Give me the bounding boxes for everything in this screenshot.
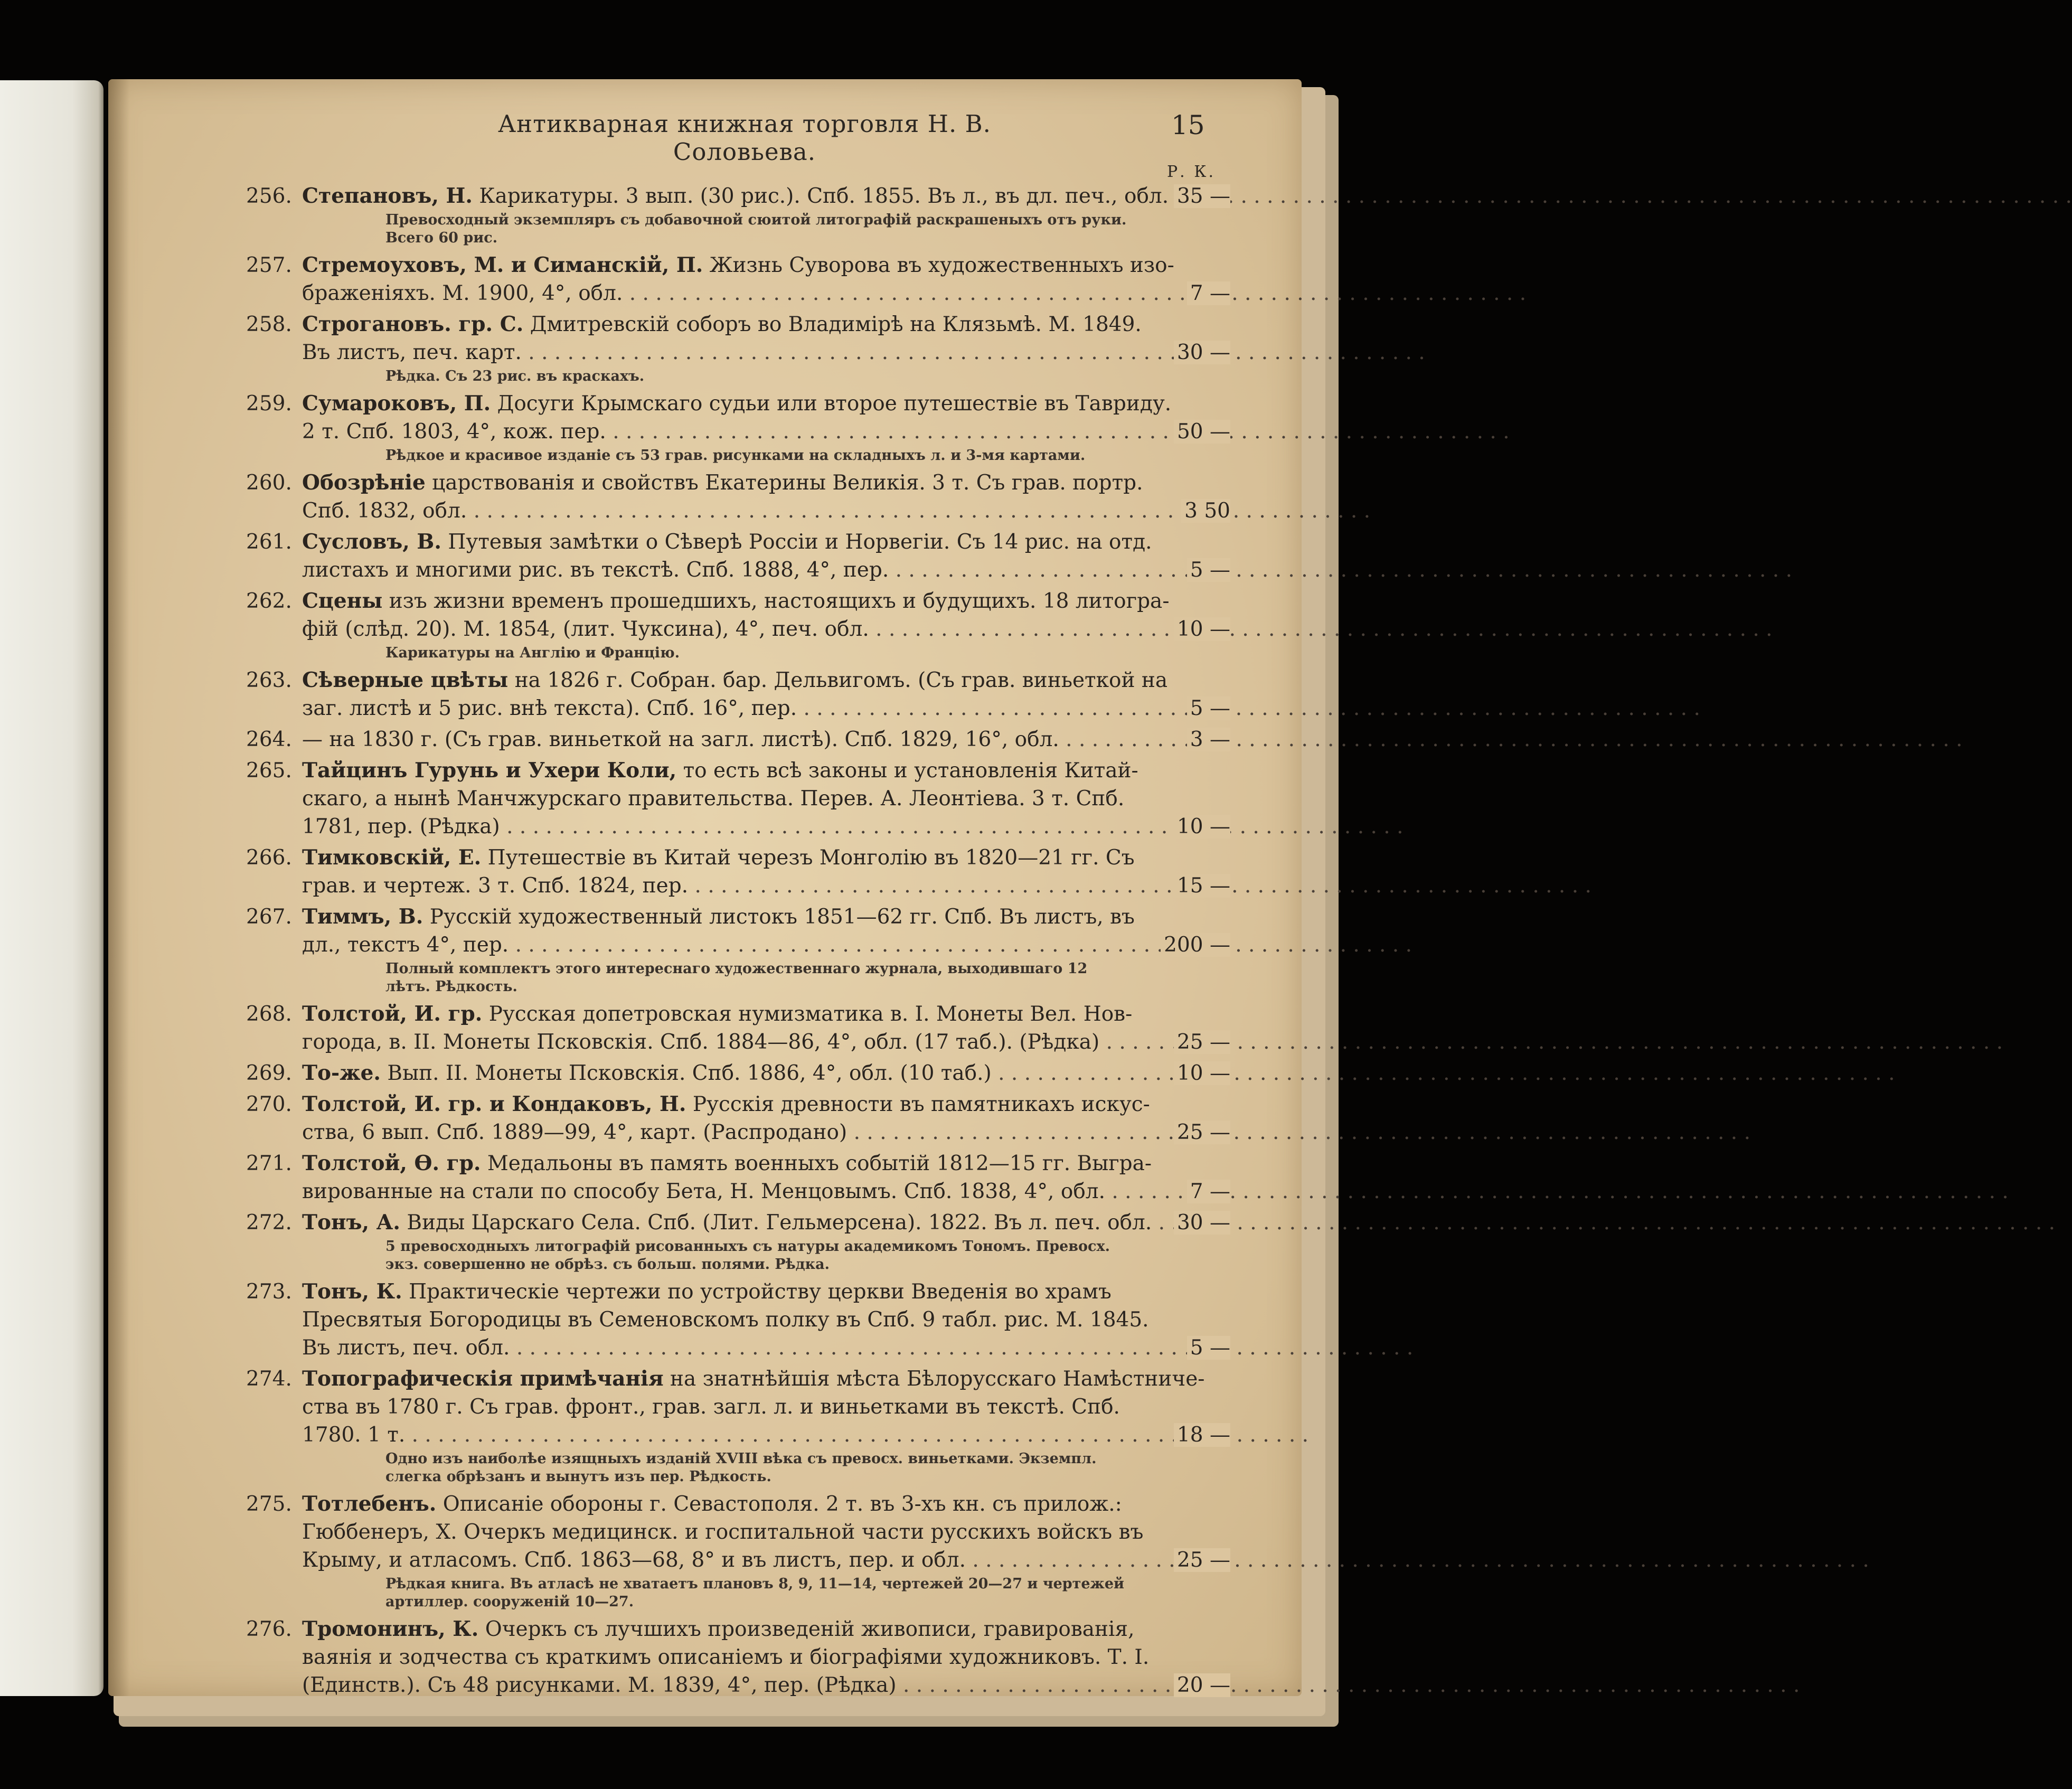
entry-line (0, 310, 1407, 338)
entry-description: вированные на стали по способу Бета, Н. Менцовымъ. Спб. 1838, 4°, обл. (302, 1180, 1105, 1203)
entry-price (1141, 872, 1230, 900)
entry-description: грав. и чертеж. 3 т. Спб. 1824, пер. (302, 874, 689, 898)
entry-number: 272. (246, 1211, 292, 1235)
entry-line (0, 528, 1407, 556)
entry-description: Виды Царскаго Села. Спб. (Лит. Гельмерсена). 1822. Въ л. печ. обл. (407, 1211, 1152, 1235)
entry-author: Сѣверные цвѣты (302, 668, 508, 692)
entry-description: Путешествіе въ Китай черезъ Монголію въ 1820—21 гг. Съ (487, 846, 1135, 870)
entry-description: царствованія и свойствъ Екатерины Великія. 3 т. Съ грав. портр. (432, 471, 1143, 495)
entry-line (0, 418, 1407, 446)
entry-author: Тонъ, А. (302, 1210, 400, 1235)
entry-line (0, 785, 1407, 813)
entry-line (0, 1150, 1407, 1178)
entry-price (1141, 694, 1230, 722)
entry-price-value: 7 — (1187, 281, 1230, 305)
entry-author: Тимковскій, Е. (302, 845, 482, 870)
entry-text (302, 497, 1136, 525)
entry-text (302, 469, 1143, 497)
entry-line (0, 931, 1407, 959)
entry-note: Одно изъ наиболѣе изящныхъ изданій XVIII вѣка съ превосх. виньетками. Экземпл. слегка обрѣзанъ и вынутъ изъ пер. Рѣдкость. (385, 1451, 1097, 1485)
entry-line (0, 1518, 1407, 1546)
running-head: Антикварная книжная торговля Н. В. Соловьева. (498, 110, 991, 166)
entry-line (0, 1118, 1407, 1146)
entry-price-value: 15 — (1174, 874, 1230, 898)
entry-price (1141, 813, 1230, 841)
entry-price (1141, 1178, 1230, 1206)
entry-line (0, 1643, 1407, 1671)
entry-line (0, 1334, 1407, 1362)
entry-price (1141, 556, 1230, 584)
entry-text (302, 615, 1136, 643)
entry-text (302, 279, 1136, 307)
entry-author: Толстой, И. гр. (302, 1002, 483, 1026)
entry-line (0, 338, 1407, 366)
entry-author: Сусловъ, В. (302, 530, 441, 554)
entry-description: Жизнь Суворова въ художественныхъ изо- (709, 253, 1174, 277)
entry-price-value: 25 — (1174, 1548, 1230, 1572)
entry-description: (Единств.). Съ 48 рисунками. М. 1839, 4°, пер. (Рѣдка) (302, 1673, 897, 1697)
entry-text (302, 418, 1136, 446)
entry-description: Спб. 1832, обл. (302, 499, 467, 523)
entry-text (302, 1278, 1136, 1306)
entry-price-value: 25 — (1174, 1030, 1230, 1054)
catalog-entry (0, 1278, 1407, 1362)
entry-note: Полный комплектъ этого интереснаго художественнаго журнала, выходившаго 12 лѣтъ. Рѣдкость. (385, 961, 1088, 995)
entry-number: 271. (246, 1152, 292, 1175)
catalog-entry (0, 1150, 1407, 1206)
entry-price-value: 5 — (1187, 1336, 1230, 1360)
entry-description: 1781, пер. (Рѣдка) (302, 815, 500, 839)
entry-description: на знатнѣйшія мѣста Бѣлорусскаго Намѣстниче- (670, 1367, 1205, 1391)
entry-text (302, 757, 1136, 785)
entry-number: 259. (246, 392, 292, 416)
catalog-entry (0, 587, 1407, 662)
entry-author: Тотлебенъ. (302, 1492, 437, 1516)
catalog-entry (0, 844, 1407, 900)
entry-line (0, 1178, 1407, 1206)
entry-author: Степановъ, Н. (302, 184, 473, 208)
entry-author: Толстой, Ѳ. гр. (302, 1151, 481, 1175)
entry-text (302, 726, 1136, 754)
entry-price-value: 5 — (1187, 696, 1230, 720)
entry-price (1141, 1209, 1230, 1237)
entry-text (302, 1490, 1136, 1518)
entry-number: 270. (246, 1093, 292, 1116)
entry-number: 262. (246, 589, 292, 613)
entry-description: ства въ 1780 г. Съ грав. фронт., грав. загл. л. и виньетками въ текстѣ. Спб. (302, 1395, 1120, 1419)
entry-author: Сцены (302, 589, 383, 613)
entry-price (1141, 1421, 1230, 1449)
entry-description: Русскій художественный листокъ 1851—62 гг. Спб. Въ листъ, въ (429, 905, 1135, 929)
entry-price-value: 35 — (1174, 184, 1230, 208)
entry-note: Карикатуры на Англію и Францію. (385, 645, 680, 661)
entry-text (302, 1028, 1136, 1056)
entry-description: Русская допетровская нумизматика в. I. Монеты Вел. Нов- (488, 1002, 1133, 1026)
catalog-entry (0, 903, 1407, 996)
catalog-entries (0, 182, 1407, 1702)
entry-author: Толстой, И. гр. и Кондаковъ, Н. (302, 1092, 686, 1116)
entry-line (0, 1059, 1407, 1087)
entry-description: 2 т. Спб. 1803, 4°, кож. пер. (302, 420, 606, 444)
entry-text (302, 872, 1136, 900)
entry-line (0, 903, 1407, 931)
catalog-entry (0, 251, 1407, 307)
entry-description: Описаніе обороны г. Севастополя. 2 т. въ 3-хъ кн. съ прилож.: (442, 1492, 1122, 1516)
entry-description: Практическіе чертежи по устройству церкви Введенія во храмъ (409, 1280, 1112, 1304)
entry-description: дл., текстъ 4°, пер. (302, 933, 509, 957)
entry-line (0, 1615, 1407, 1643)
entry-price-value: 200 — (1161, 933, 1230, 957)
entry-line (0, 1000, 1407, 1028)
entry-note: Рѣдкое и красивое изданіе съ 53 грав. рисунками на складныхъ л. и 3-мя картами. (385, 447, 1086, 464)
entry-description: города, в. II. Монеты Псковскія. Спб. 1884—86, 4°, обл. (17 таб.). (Рѣдка) (302, 1030, 1100, 1054)
entry-text (302, 1059, 1136, 1087)
entry-description: ваянія и зодчества съ краткимъ описаніемъ и біографіями художниковъ. Т. I. (302, 1645, 1150, 1669)
entry-price-value: 18 — (1174, 1423, 1230, 1447)
entry-line (0, 1028, 1407, 1056)
catalog-entry (0, 1090, 1407, 1146)
entry-description: — на 1830 г. (Съ грав. виньеткой на загл. листѣ). Спб. 1829, 16°, обл. (302, 728, 1059, 751)
page-number: 15 (1171, 110, 1205, 140)
entry-price-value: 30 — (1174, 341, 1230, 364)
entry-description: фій (слѣд. 20). М. 1854, (лит. Чуксина), 4°, печ. обл. (302, 617, 869, 641)
entry-line (0, 1209, 1407, 1237)
entry-line (0, 497, 1407, 525)
entry-line (0, 587, 1407, 615)
entry-author: Тромонинъ, К. (302, 1617, 479, 1641)
entry-line (0, 182, 1407, 210)
entry-author: Тонъ, К. (302, 1279, 402, 1304)
entry-description: изъ жизни временъ прошедшихъ, настоящихъ и будущихъ. 18 литогра- (389, 589, 1170, 613)
catalog-entry (0, 1059, 1407, 1087)
entry-line (0, 1671, 1407, 1699)
catalog-entry (0, 1365, 1407, 1486)
catalog-entry (0, 310, 1407, 385)
entry-line (0, 844, 1407, 872)
entry-price-value: 10 — (1174, 617, 1230, 641)
entry-description: заг. листѣ и 5 рис. внѣ текста). Спб. 16°, пер. (302, 696, 797, 720)
entry-description: браженіяхъ. М. 1900, 4°, обл. (302, 281, 623, 305)
entry-line (0, 726, 1407, 754)
entry-line (0, 1490, 1407, 1518)
entry-text (302, 1615, 1136, 1643)
catalog-entry (0, 469, 1407, 525)
entry-line (0, 1393, 1407, 1421)
entry-description: то есть всѣ законы и установленія Китай- (683, 759, 1138, 783)
entry-text (302, 844, 1136, 872)
entry-line (0, 666, 1407, 694)
entry-description: Въ листъ, печ. карт. (302, 341, 522, 364)
entry-price-value: 25 — (1174, 1121, 1230, 1144)
entry-text (302, 666, 1168, 694)
entry-author: То-же. (302, 1061, 381, 1085)
entry-price (1141, 931, 1230, 959)
entry-number: 263. (246, 668, 292, 692)
entry-price-value: 50 — (1174, 420, 1230, 444)
entry-note: Рѣдка. Съ 23 рис. въ краскахъ. (385, 368, 645, 384)
entry-price-value: 30 — (1174, 1211, 1230, 1235)
entry-text (302, 1306, 1149, 1334)
entry-text (302, 694, 1136, 722)
entry-line (0, 1306, 1407, 1334)
catalog-entry (0, 666, 1407, 722)
entry-price (1141, 418, 1230, 446)
entry-author: Строгановъ. гр. С. (302, 312, 524, 336)
entry-text (302, 1118, 1136, 1146)
entry-price (1141, 1059, 1230, 1087)
entry-number: 276. (246, 1617, 292, 1641)
entry-line (0, 251, 1407, 279)
entry-author: Тиммъ, В. (302, 905, 423, 929)
entry-text (302, 528, 1152, 556)
entry-description: Въ листъ, печ. обл. (302, 1336, 510, 1360)
entry-text (302, 1421, 1136, 1449)
entry-description: листахъ и многими рис. въ текстѣ. Спб. 1888, 4°, пер. (302, 558, 889, 582)
entry-price (1141, 1118, 1230, 1146)
entry-text (302, 1393, 1136, 1421)
entry-author: Сумароковъ, П. (302, 391, 491, 416)
entry-text (302, 1671, 1136, 1699)
entry-line (0, 872, 1407, 900)
entry-text (302, 310, 1142, 338)
entry-price (1141, 1334, 1230, 1362)
entry-line (0, 1365, 1407, 1393)
entry-price-value: 7 — (1187, 1180, 1230, 1203)
entry-description: Дмитревскій соборъ во Владимірѣ на Клязьмѣ. М. 1849. (530, 313, 1142, 336)
catalog-entry (0, 726, 1407, 754)
entry-price-value: 3 — (1187, 728, 1230, 751)
entry-description: скаго, а нынѣ Манчжурскаго правительства. Перев. А. Леонтіева. 3 т. Спб. (302, 787, 1125, 811)
entry-price (1141, 1671, 1230, 1699)
entry-text (302, 1209, 1152, 1237)
entry-number: 265. (246, 759, 292, 783)
entry-text (302, 1643, 1150, 1671)
entry-description: Крыму, и атласомъ. Спб. 1863—68, 8° и въ листъ, пер. и обл. (302, 1548, 966, 1572)
entry-price-value: 10 — (1174, 815, 1230, 839)
entry-text (302, 1000, 1136, 1028)
entry-description: Путевыя замѣтки о Сѣверѣ Россіи и Норвегіи. Съ 14 рис. на отд. (448, 530, 1152, 554)
entry-line (0, 757, 1407, 785)
entry-line (0, 694, 1407, 722)
entry-line (0, 813, 1407, 841)
price-column-header: Р. К. (1167, 163, 1216, 181)
entry-author: Топографическія примѣчанія (302, 1367, 664, 1391)
entry-text (302, 556, 1136, 584)
entry-line (0, 615, 1407, 643)
entry-line (0, 279, 1407, 307)
entry-number: 269. (246, 1061, 292, 1085)
entry-description: 1780. 1 т. (302, 1423, 406, 1447)
catalog-entry (0, 757, 1407, 841)
entry-line (0, 390, 1407, 418)
entry-number: 275. (246, 1492, 292, 1516)
entry-author: Стремоуховъ, М. и Симанскій, П. (302, 253, 703, 277)
entry-description: Пресвятыя Богородицы въ Семеновскомъ полку въ Спб. 9 табл. рис. М. 1845. (302, 1308, 1149, 1332)
entry-line (0, 556, 1407, 584)
catalog-entry (0, 528, 1407, 584)
entry-price-value: 3 50 (1181, 499, 1230, 523)
entry-price (1141, 726, 1230, 754)
entry-text (302, 1090, 1150, 1118)
entry-description: Карикатуры. 3 вып. (30 рис.). Спб. 1855. Въ л., въ дл. печ., обл. (479, 184, 1169, 208)
entry-number: 268. (246, 1002, 292, 1026)
entry-price (1141, 615, 1230, 643)
entry-description: Медальоны въ память военныхъ событій 1812—15 гг. Выгра- (487, 1152, 1152, 1175)
entry-number: 267. (246, 905, 292, 929)
entry-price-value: 20 — (1174, 1673, 1230, 1697)
entry-price-value: 10 — (1174, 1061, 1230, 1085)
entry-text (302, 931, 1136, 959)
entry-line (0, 1090, 1407, 1118)
entry-line (0, 469, 1407, 497)
entry-note: Превосходный экземпляръ съ добавочной сюитой литографій раскрашеныхъ отъ руки. Всего 60 рис. (385, 212, 1127, 246)
entry-note: 5 превосходныхъ литографій рисованныхъ съ натуры академикомъ Тономъ. Превосх. экз. совершенно не обрѣз. съ больш. полями. Рѣдка. (385, 1238, 1110, 1273)
entry-price (1141, 1546, 1230, 1574)
entry-price (1141, 338, 1230, 366)
entry-text (302, 390, 1172, 418)
entry-note: Рѣдкая книга. Въ атласѣ не хватаетъ плановъ 8, 9, 11—14, чертежей 20—27 и чертежей артиллер. сооруженій 10—27. (385, 1576, 1125, 1610)
entry-number: 273. (246, 1280, 292, 1304)
entry-text (302, 1518, 1144, 1546)
entry-number: 260. (246, 471, 292, 495)
entry-line (0, 1421, 1407, 1449)
entry-number: 274. (246, 1367, 292, 1391)
entry-text (302, 1150, 1152, 1178)
entry-description: Вып. II. Монеты Псковскія. Спб. 1886, 4°, обл. (10 таб.) (387, 1061, 992, 1085)
entry-price (1141, 279, 1230, 307)
entry-line (0, 1278, 1407, 1306)
catalog-entry (0, 1615, 1407, 1699)
entry-description: Русскія древности въ памятникахъ искус- (692, 1093, 1150, 1116)
entry-text (302, 1365, 1205, 1393)
entry-text (302, 251, 1174, 279)
entry-text (302, 1546, 1136, 1574)
entry-price (1141, 1028, 1230, 1056)
entry-number: 257. (246, 253, 292, 277)
entry-price (1141, 497, 1230, 525)
entry-description: ства, 6 вып. Спб. 1889—99, 4°, карт. (Распродано) (302, 1121, 847, 1144)
entry-text (302, 1334, 1136, 1362)
entry-text (302, 587, 1170, 615)
entry-number: 258. (246, 313, 292, 336)
entry-number: 261. (246, 530, 292, 554)
entry-description: Гюббенеръ, Х. Очеркъ медицинск. и госпитальной части русскихъ войскъ въ (302, 1520, 1144, 1544)
catalog-entry (0, 390, 1407, 465)
entry-number: 264. (246, 728, 292, 751)
entry-text (302, 338, 1136, 366)
catalog-entry (0, 1209, 1407, 1274)
entry-line (0, 1546, 1407, 1574)
entry-number: 266. (246, 846, 292, 870)
entry-description: Досуги Крымскаго судьи или второе путешествіе въ Тавриду. (497, 392, 1172, 416)
entry-price (1141, 182, 1230, 210)
entry-description: на 1826 г. Собран. бар. Дельвигомъ. (Съ грав. виньеткой на (514, 668, 1168, 692)
entry-number: 256. (246, 184, 292, 208)
catalog-entry (0, 1000, 1407, 1056)
entry-price-value: 5 — (1187, 558, 1230, 582)
entry-text (302, 1178, 1136, 1206)
entry-text (302, 903, 1136, 931)
entry-description: Очеркъ съ лучшихъ произведеній живописи, гравированія, (485, 1617, 1135, 1641)
catalog-entry (0, 1490, 1407, 1611)
entry-text (302, 182, 1169, 210)
catalog-entry (0, 182, 1407, 247)
entry-author: Тайцинъ Гурунь и Ухери Коли, (302, 758, 677, 783)
entry-author: Обозрѣніе (302, 470, 426, 495)
entry-text (302, 813, 1136, 841)
entry-text (302, 785, 1136, 813)
